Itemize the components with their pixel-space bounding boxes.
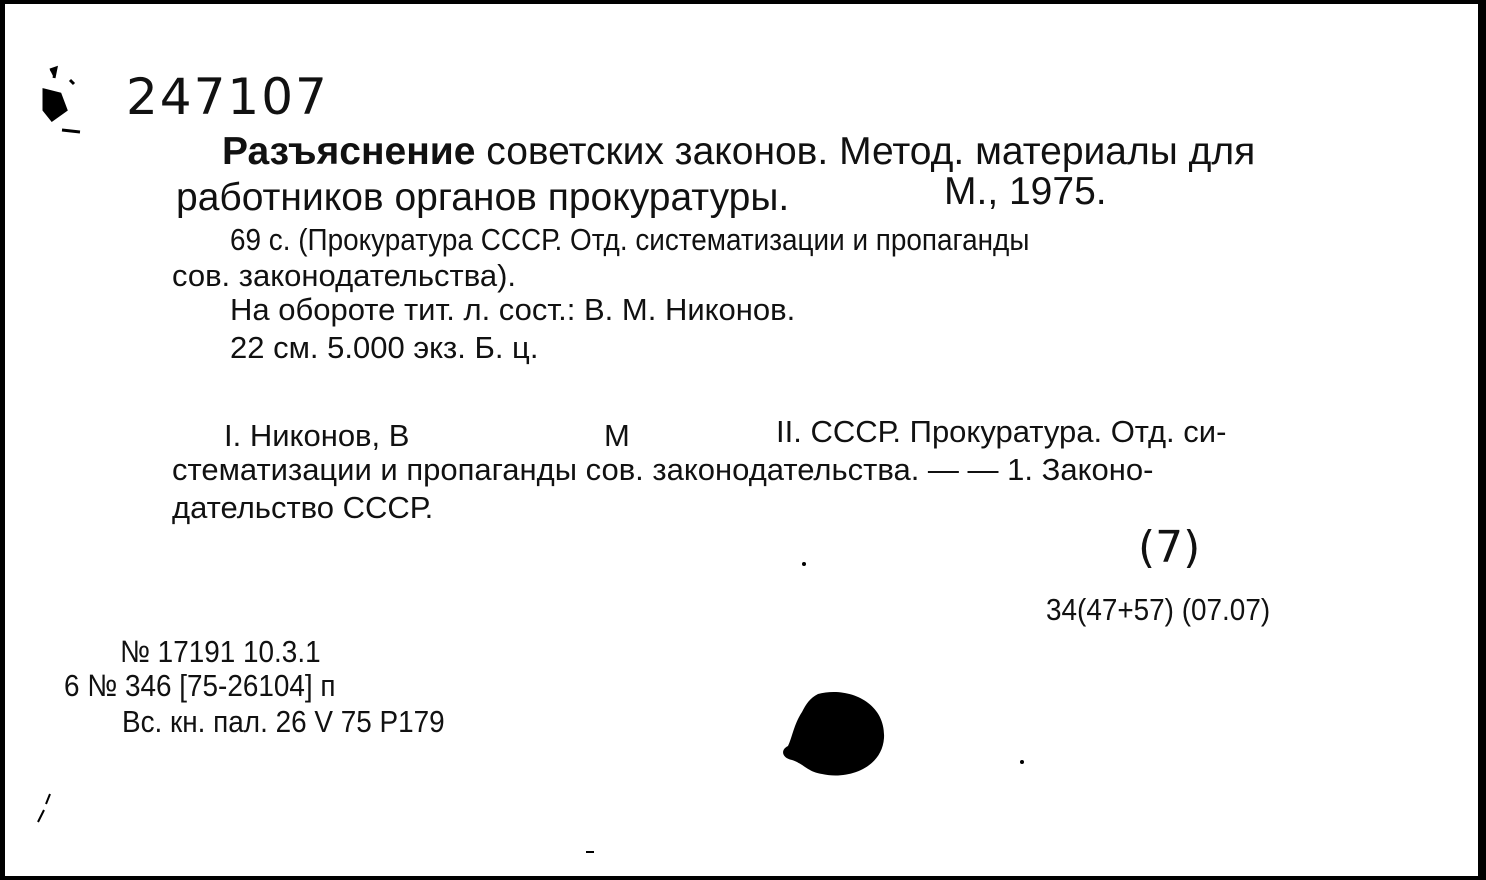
order-number: № 17191 10.3.1	[120, 634, 321, 669]
dot-mark-icon	[800, 560, 810, 570]
card-border-bottom	[0, 876, 1486, 880]
card-border-right	[1478, 0, 1486, 880]
compiler-note: На обороте тит. л. сост.: В. М. Никонов.	[230, 292, 796, 327]
card-border-top	[0, 0, 1486, 4]
corner-mark-icon	[30, 788, 70, 828]
tracing-line-2: стематизации и пропаганды сов. законодательства. — — 1. Законо-	[172, 452, 1154, 487]
ink-blot-icon	[778, 688, 888, 780]
tracing-first: I. Никонов, В	[224, 418, 410, 453]
physical-description: 22 см. 5.000 экз. Б. ц.	[230, 330, 539, 365]
print-number: 6 № 346 [75-26104] п	[64, 668, 336, 703]
title-line-1	[222, 132, 1255, 171]
tracing-initial: М	[604, 418, 630, 453]
stamp-mark-icon	[30, 60, 90, 140]
pages-series-line: 69 с. (Прокуратура СССР. Отд. систематизации и пропаганды	[230, 222, 1030, 257]
series-continuation: сов. законодательства).	[172, 258, 517, 293]
dot-mark-icon	[1018, 758, 1028, 768]
tracing-second: II. СССР. Прокуратура. Отд. си-	[776, 414, 1227, 449]
title-rest: советских законов. Метод. материалы для	[475, 130, 1256, 173]
title-heading: Разъяснение	[222, 130, 476, 173]
classification-code: 34(47+57) (07.07)	[1046, 592, 1271, 627]
card-border-left	[0, 0, 5, 880]
dash-mark-icon	[584, 848, 598, 858]
classification-handwritten: (7)	[1138, 522, 1201, 573]
tracing-line-3: дательство СССР.	[172, 490, 434, 525]
imprint: М., 1975.	[944, 170, 1107, 213]
handwritten-number: 247107	[126, 68, 329, 126]
book-chamber-note: Вс. кн. пал. 26 V 75 Р179	[122, 704, 445, 739]
title-line-2: работников органов прокуратуры.	[176, 176, 790, 219]
